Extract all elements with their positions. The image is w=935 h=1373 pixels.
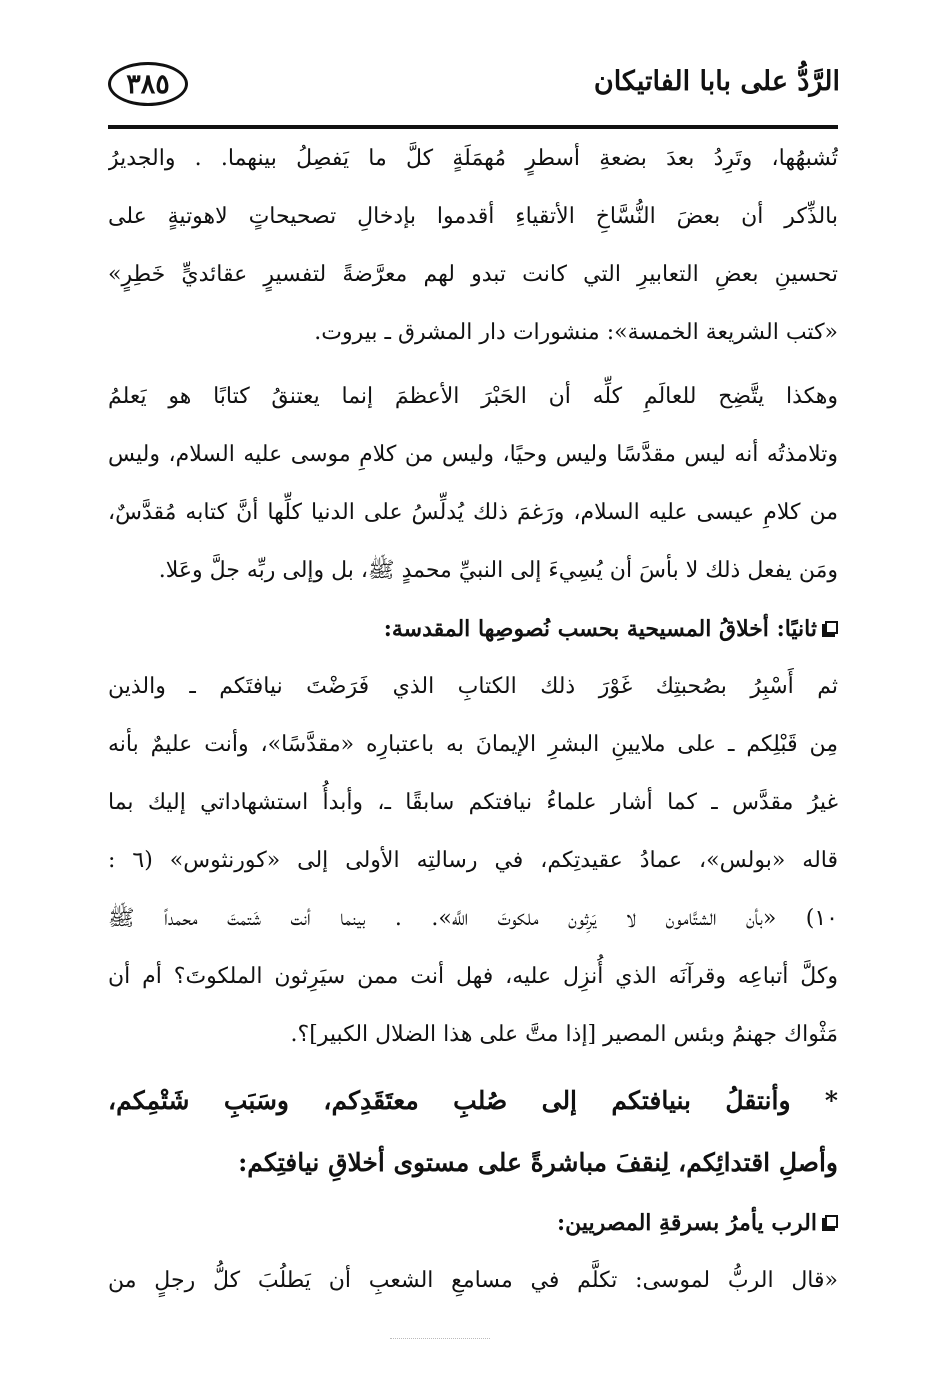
text-line: ثم أَسْبِرُ بصُحبتِك غَوْرَ ذلك الكتابِ الذي فَرَضْتَ نيافتَكم ـ والذين	[108, 674, 838, 699]
header-rule	[108, 125, 838, 129]
page-number: ٣٨٥	[108, 62, 188, 106]
text-line: ١٠) «بأن الشتَّامون لا يَرِثون ملكوتَ اللَّه». . بينما أنت شَتمتَ محمداً ﷺ	[108, 906, 838, 931]
section-heading-label: ثانيًا: أخلاقُ المسيحية بحسب نُصوصِها المقدسة:	[383, 616, 817, 642]
emphasis-line: * وأنتقلُ بنيافتكم إلى صُلبِ معتَقَدِكم، وسَبَبِ شَتْمِكم،	[108, 1086, 838, 1115]
page-header	[0, 60, 935, 130]
section-heading	[108, 1194, 838, 1252]
book-title: الرَّدُّ على بابا الفاتيكان	[593, 66, 840, 97]
emphasis-line: وأصلِ اقتدائِكم، لِنقفَ مباشرةً على مستوى أخلاقِ نيافتِكم:	[238, 1148, 838, 1177]
text-line: ومَن يفعل ذلك لا بأسَ أن يُسِيءَ إلى النبيِّ محمدٍ ﷺ، بل وإلى ربِّه جلَّ وعَلا.	[158, 558, 838, 583]
square-bullet-icon	[825, 1215, 838, 1228]
footnote-line: «كتب الشريعة الخمسة»: منشورات دار المشرق ـ بيروت.	[314, 320, 838, 345]
text-line: غيرُ مقدَّس ـ كما أشار علماءُ نيافتكم سابقًا ـ، وأبدأُ استشهاداتي إليك بما	[108, 790, 838, 815]
section-heading-label: الرب يأمرُ بسرقةِ المصريين:	[557, 1210, 817, 1236]
text-line: تُشبهُها، وتَرِدُ بعدَ بضعةِ أسطرٍ مُهمَلَةٍ كلَّ ما يَفصِلُ بينهما. . والجديرُ	[108, 146, 838, 171]
text-line: من كلامِ عيسى عليه السلام، ورَغمَ ذلك يُدلِّسُ على الدنيا كلِّها أنَّ كتابه مُقدَّسٌ،	[108, 500, 838, 525]
text-line: مَثْواك جهنمُ وبئس المصير [إذا متَّ على هذا الضلال الكبير]؟.	[290, 1022, 838, 1047]
text-line: بالذِّكر أن بعضَ النُّسَّاخِ الأتقياءِ أقدموا بإدخالِ تصحيحاتٍ لاهوتيةٍ على	[108, 204, 838, 229]
text-line: وتلامذتُه أنه ليس مقدَّسًا وليس وحيًا، وليس من كلامِ موسى عليه السلام، وليس	[108, 442, 838, 467]
text-line: «قال الربُّ لموسى: تكلَّم في مسامعِ الشعبِ أن يَطلُبَ كلُّ رجلٍ من	[108, 1268, 838, 1293]
section-heading	[108, 600, 838, 658]
text-line: وكلَّ أتباعِه وقرآنَه الذي أُنزِل عليه، فهل أنت ممن سيَرِثون الملكوتَ؟ أم أن	[108, 964, 838, 989]
page-body	[108, 130, 838, 1310]
square-bullet-icon	[825, 621, 838, 634]
text-line: مِن قَبْلِكم ـ على ملايينِ البشرِ الإيمانَ به باعتبارِه «مقدَّسًا»، وأنت عليمٌ بأنه	[108, 732, 838, 757]
text-line: قاله «بولس»، عمادُ عقيدتِكم، في رسالتِه الأولى إلى «كورنثوس» (٦ :	[108, 848, 838, 873]
text-line: تحسينِ بعضِ التعابيرِ التي كانت تبدو لهم معرَّضةً لتفسيرٍ عقائديٍّ خَطِرٍ»	[108, 262, 838, 287]
scan-artifact	[390, 1338, 490, 1345]
text-line: وهكذا يتَّضِح للعالَمِ كلِّه أن الحَبْرَ الأعظمَ إنما يعتنقُ كتابًا هو يَعلمُ	[108, 384, 838, 409]
